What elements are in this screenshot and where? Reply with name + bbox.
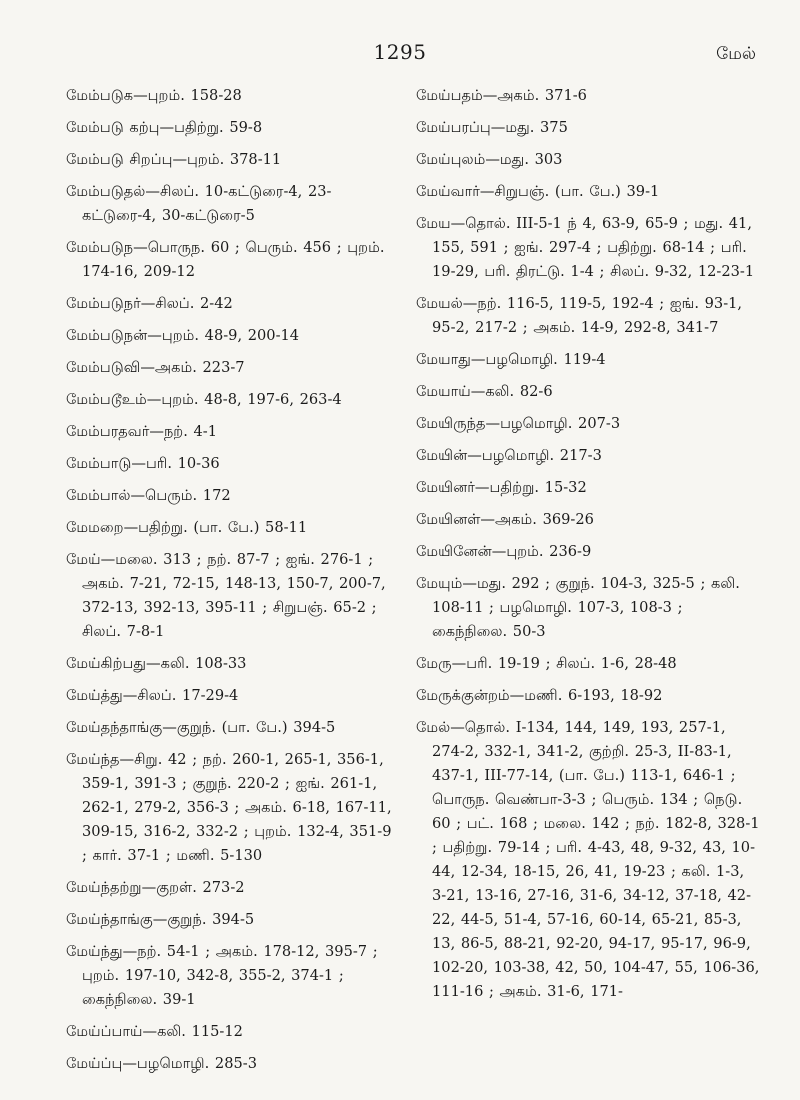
index-entry: மேய்ந்து—நற். 54-1 ; அகம். 178-12, 395-7 ; புறம். 197-10, 342-8, 355-2, 374-1 ; கைந்நிலை. 39-1 (66, 943, 378, 1008)
index-entry: மேயல்—நற். 116-5, 119-5, 192-4 ; ஐங். 93-1, 95-2, 217-2 ; அகம். 14-9, 292-8, 341-7 (416, 295, 743, 336)
index-entry: மேம்படுந—பொருந. 60 ; பெரும். 456 ; புறம். 174-16, 209-12 (66, 239, 385, 280)
index-entry: மேய்பதம்—அகம். 371-6 (416, 87, 587, 104)
index-entry: மேம்படூஉம்—புறம். 48-8, 197-6, 263-4 (66, 391, 342, 408)
index-entry: மேல்—தொல். I-134, 144, 149, 193, 257-1, 274-2, 332-1, 341-2, குற்றி. 25-3, II-83-1, 437-1, III-77-14, (பா. பே.) 113-1, 646-1 ; பொருந. வெண்பா-3-3 ; பெரும். 134 ; நெடு. 60 ; பட். 168 ; மலை. 142 ; நற். 182-8, 328-1 ; பதிற்று. 79-14 ; பரி. 4-43, 48, 9-32, 43, 10-44, 12-34, 18-15, 26, 41, 19-23 ; கலி. 1-3, 3-21, 13-16, 27-16, 31-6, 34-12, 37-18, 42-22, 44-5, 51-4, 57-16, 60-14, 65-21, 85-3, 13, 86-5, 88-21, 92-20, 94-17, 95-17, 96-9, 102-20, 103-38, 42, 50, 104-47, 55, 106-36, 111-16 ; அகம். 31-6, 171- (416, 719, 760, 1000)
index-entry: மேம்படுக—புறம். 158-28 (66, 87, 242, 104)
index-entry: மேயின்—பழமொழி. 217-3 (416, 447, 602, 464)
index-entry: மேய்த்து—சிலப். 17-29-4 (66, 687, 239, 704)
index-entry: மேய்ப்பாய்—கலி. 115-12 (66, 1023, 243, 1040)
index-entry: மேயாய்—கலி. 82-6 (416, 383, 553, 400)
index-entry: மேய்தந்தாங்கு—குறுந். (பா. பே.) 394-5 (66, 719, 336, 736)
index-entry: மேய்கிற்பது—கலி. 108-33 (66, 655, 247, 672)
index-entry: மேரு—பரி. 19-19 ; சிலப். 1-6, 28-48 (416, 655, 677, 672)
index-entry: மேமறை—பதிற்று. (பா. பே.) 58-11 (66, 519, 308, 536)
index-entry: மேம்பால்—பெரும். 172 (66, 487, 231, 504)
index-entry: மேம்படுநன்—புறம். 48-9, 200-14 (66, 327, 300, 344)
index-entry: மேம்படு கற்பு—பதிற்று. 59-8 (66, 119, 263, 136)
index-entry: மேம்பரதவர்—நற். 4-1 (66, 423, 218, 440)
index-entry: மேய்—மலை. 313 ; நற். 87-7 ; ஐங். 276-1 ; அகம். 7-21, 72-15, 148-13, 150-7, 200-7, 372-13, 392-13, 395-11 ; சிறுபஞ். 65-2 ; சிலப். 7-8-1 (66, 551, 386, 640)
left-column (66, 84, 394, 1084)
index-entry: மேயும்—மது. 292 ; குறுந். 104-3, 325-5 ; கலி. 108-11 ; பழமொழி. 107-3, 108-3 ; கைந்நிலை. 50-3 (416, 575, 740, 640)
index-entry: மேய்ந்தற்று—குறள். 273-2 (66, 879, 245, 896)
index-entry: மேய்ந்தாங்கு—குறுந். 394-5 (66, 911, 255, 928)
right-column (416, 84, 760, 1012)
index-entry: மேய்பரப்பு—மது. 375 (416, 119, 568, 136)
index-entry: மேம்படுநர்—சிலப். 2-42 (66, 295, 233, 312)
index-entry: மேய்ந்த—சிறு. 42 ; நற். 260-1, 265-1, 356-1, 359-1, 391-3 ; குறுந். 220-2 ; ஐங். 261-1, 262-1, 279-2, 356-3 ; அகம். 6-18, 167-11, 309-15, 316-2, 332-2 ; புறம். 132-4, 351-9 ; கார். 37-1 ; மணி. 5-130 (66, 751, 392, 864)
index-entry: மேய்புலம்—மது. 303 (416, 151, 563, 168)
index-entry: மேய்ப்பு—பழமொழி. 285-3 (66, 1055, 257, 1072)
running-head: மேல் (716, 44, 756, 64)
index-entry: மேயாது—பழமொழி. 119-4 (416, 351, 606, 368)
index-entry: மேய்வார்—சிறுபஞ். (பா. பே.) 39-1 (416, 183, 660, 200)
index-entry: மேயிருந்த—பழமொழி. 207-3 (416, 415, 621, 432)
index-entry: மேயினேன்—புறம். 236-9 (416, 543, 592, 560)
page-number: 1295 (373, 40, 427, 64)
index-entry: மேயினள்—அகம். 369-26 (416, 511, 594, 528)
index-entry: மேம்பாடு—பரி. 10-36 (66, 455, 220, 472)
index-entry: மேம்படுவி—அகம். 223-7 (66, 359, 245, 376)
index-entry: மேருக்குன்றம்—மணி. 6-193, 18-92 (416, 687, 663, 704)
index-entry: மேய—தொல். III-5-1 ந் 4, 63-9, 65-9 ; மது. 41, 155, 591 ; ஐங். 297-4 ; பதிற்று. 68-14 ; பரி. 19-29, பரி. திரட்டு. 1-4 ; சிலப். 9-32, 12-23-1 (416, 215, 755, 280)
index-entry: மேம்படு சிறப்பு—புறம். 378-11 (66, 151, 282, 168)
index-entry: மேம்படுதல்—சிலப். 10-கட்டுரை-4, 23-கட்டுரை-4, 30-கட்டுரை-5 (66, 183, 332, 224)
index-entry: மேயினர்—பதிற்று. 15-32 (416, 479, 587, 496)
